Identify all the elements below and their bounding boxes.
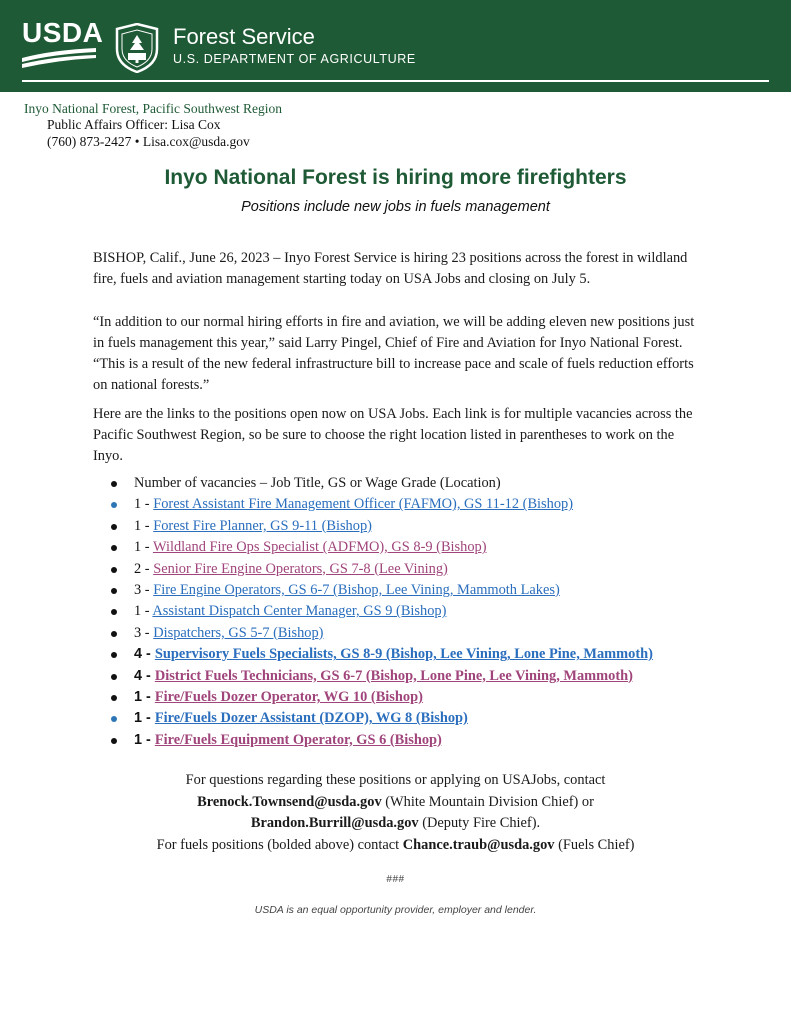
header-banner xyxy=(0,0,791,92)
closing-line-3: Brandon.Burrill@usda.gov (Deputy Fire Chief). xyxy=(250,815,541,831)
job-link[interactable]: District Fuels Technicians, GS 6-7 (Bishop, Lone Pine, Lee Vining, Mammoth) xyxy=(154,667,633,684)
usda-logo-text: USDA xyxy=(22,17,104,48)
vacancy-count: 1 xyxy=(134,496,142,513)
usda-logo[interactable] xyxy=(22,17,104,72)
department-name: U.S. DEPARTMENT OF AGRICULTURE xyxy=(173,52,416,66)
page-title: Inyo National Forest is hiring more firefighters xyxy=(164,166,627,189)
job-item: 1 - Forest Assistant Fire Management Officer (FAFMO), GS 11-12 (Bishop) xyxy=(108,494,748,515)
job-item: 1 - Wildland Fire Ops Specialist (ADFMO), GS 8-9 (Bishop) xyxy=(108,537,748,558)
vacancy-count: 1 xyxy=(134,517,142,534)
vacancy-count: 1 xyxy=(134,603,142,620)
region-name: Inyo National Forest, Pacific Southwest Region xyxy=(24,101,282,116)
footer-disclaimer: USDA is an equal opportunity provider, employer and lender. xyxy=(254,904,537,916)
list-header xyxy=(108,473,748,494)
job-link[interactable]: Fire/Fuels Dozer Assistant (DZOP), WG 8 (Bishop) xyxy=(154,710,468,727)
paragraph-links-intro: Here are the links to the positions open now on USA Jobs. Each link is for multiple vacancies across the Pacific Southwest Region, so be sure to choose the right location listed in parentheses to work on the Inyo. xyxy=(93,406,693,464)
end-mark: ### xyxy=(386,874,405,885)
job-link[interactable]: Fire Engine Operators, GS 6-7 (Bishop, Lee Vining, Mammoth Lakes) xyxy=(153,581,560,598)
job-item: 3 - Fire Engine Operators, GS 6-7 (Bishop, Lee Vining, Mammoth Lakes) xyxy=(108,580,748,601)
paragraph-quote: “In addition to our normal hiring efforts in fire and aviation, we will be adding eleven new positions just in fuels management this year,” said Larry Pingel, Chief of Fire and Aviation for Inyo National Forest. “This is a result of the new federal infrastructure bill to increase pace and scale of fuels reduction efforts on national forests.” xyxy=(93,314,695,393)
job-item: 4 - District Fuels Technicians, GS 6-7 (Bishop, Lone Pine, Lee Vining, Mammoth) xyxy=(108,666,748,687)
job-link[interactable]: Wildland Fire Ops Specialist (ADFMO), GS 8-9 (Bishop) xyxy=(152,539,487,556)
banner-divider xyxy=(22,80,769,82)
vacancy-count: 1 xyxy=(134,731,143,748)
job-link[interactable]: Senior Fire Engine Operators, GS 7-8 (Lee Vining) xyxy=(153,560,448,577)
job-item: 1 - Fire/Fuels Dozer Assistant (DZOP), WG 8 (Bishop) xyxy=(108,708,748,729)
job-item: 4 - Supervisory Fuels Specialists, GS 8-9 (Bishop, Lee Vining, Lone Pine, Mammoth) xyxy=(108,644,748,665)
closing-contact xyxy=(0,770,791,856)
job-link[interactable]: Fire/Fuels Equipment Operator, GS 6 (Bishop) xyxy=(154,731,442,748)
contact-info xyxy=(47,116,250,150)
subheadline: Positions include new jobs in fuels management xyxy=(241,199,550,215)
job-item: 2 - Senior Fire Engine Operators, GS 7-8 (Lee Vining) xyxy=(108,559,748,580)
vacancy-count: 1 xyxy=(134,539,142,556)
job-link[interactable]: Assistant Dispatch Center Manager, GS 9 (Bishop) xyxy=(152,603,447,620)
vacancy-count: 2 xyxy=(134,560,142,577)
email-traub[interactable]: Chance.traub@usda.gov xyxy=(402,836,555,853)
closing-line-2: Brenock.Townsend@usda.gov (White Mountain Division Chief) or xyxy=(197,793,594,810)
paragraph-dateline: BISHOP, Calif., June 26, 2023 – Inyo Forest Service is hiring 23 positions across the forest in wildland fire, fuels and aviation management starting today on USA Jobs and closing on July 5. xyxy=(93,250,688,287)
usda-swoosh-icon xyxy=(22,48,96,70)
closing-line-4: For fuels positions (bolded above) contact Chance.traub@usda.gov (Fuels Chief) xyxy=(156,836,635,853)
list-header-text: Number of vacancies – Job Title, GS or Wage Grade (Location) xyxy=(134,475,501,491)
email-burrill[interactable]: Brandon.Burrill@usda.gov xyxy=(250,815,419,831)
job-item: 1 - Fire/Fuels Dozer Operator, WG 10 (Bishop) xyxy=(108,687,748,708)
job-list xyxy=(108,473,748,751)
closing-line-1: For questions regarding these positions or applying on USAJobs, contact xyxy=(185,772,606,788)
job-item: 1 - Assistant Dispatch Center Manager, GS 9 (Bishop) xyxy=(108,601,748,622)
job-item: 3 - Dispatchers, GS 5-7 (Bishop) xyxy=(108,623,748,644)
job-link[interactable]: Forest Assistant Fire Management Officer (FAFMO), GS 11-12 (Bishop) xyxy=(153,496,574,513)
agency-title: Forest Service xyxy=(173,24,315,49)
job-link[interactable]: Fire/Fuels Dozer Operator, WG 10 (Bishop) xyxy=(154,688,423,705)
vacancy-count: 3 xyxy=(134,581,142,598)
job-link[interactable]: Supervisory Fuels Specialists, GS 8-9 (Bishop, Lee Vining, Lone Pine, Mammoth) xyxy=(154,646,653,663)
forest-service-shield-icon xyxy=(113,23,161,73)
vacancy-count: 1 xyxy=(134,710,143,727)
job-item: 1 - Forest Fire Planner, GS 9-11 (Bishop) xyxy=(108,516,748,537)
job-link[interactable]: Forest Fire Planner, GS 9-11 (Bishop) xyxy=(153,517,372,534)
email-townsend[interactable]: Brenock.Townsend@usda.gov xyxy=(197,793,382,810)
vacancy-count: 4 xyxy=(134,646,143,663)
phone-email: (760) 873-2427 • Lisa.cox@usda.gov xyxy=(47,134,250,149)
vacancy-count: 1 xyxy=(134,688,143,705)
vacancy-count: 3 xyxy=(134,624,142,641)
job-link[interactable]: Dispatchers, GS 5-7 (Bishop) xyxy=(153,624,324,641)
public-affairs-officer: Public Affairs Officer: Lisa Cox xyxy=(47,117,221,132)
vacancy-count: 4 xyxy=(134,667,143,684)
job-item: 1 - Fire/Fuels Equipment Operator, GS 6 (Bishop) xyxy=(108,730,748,751)
